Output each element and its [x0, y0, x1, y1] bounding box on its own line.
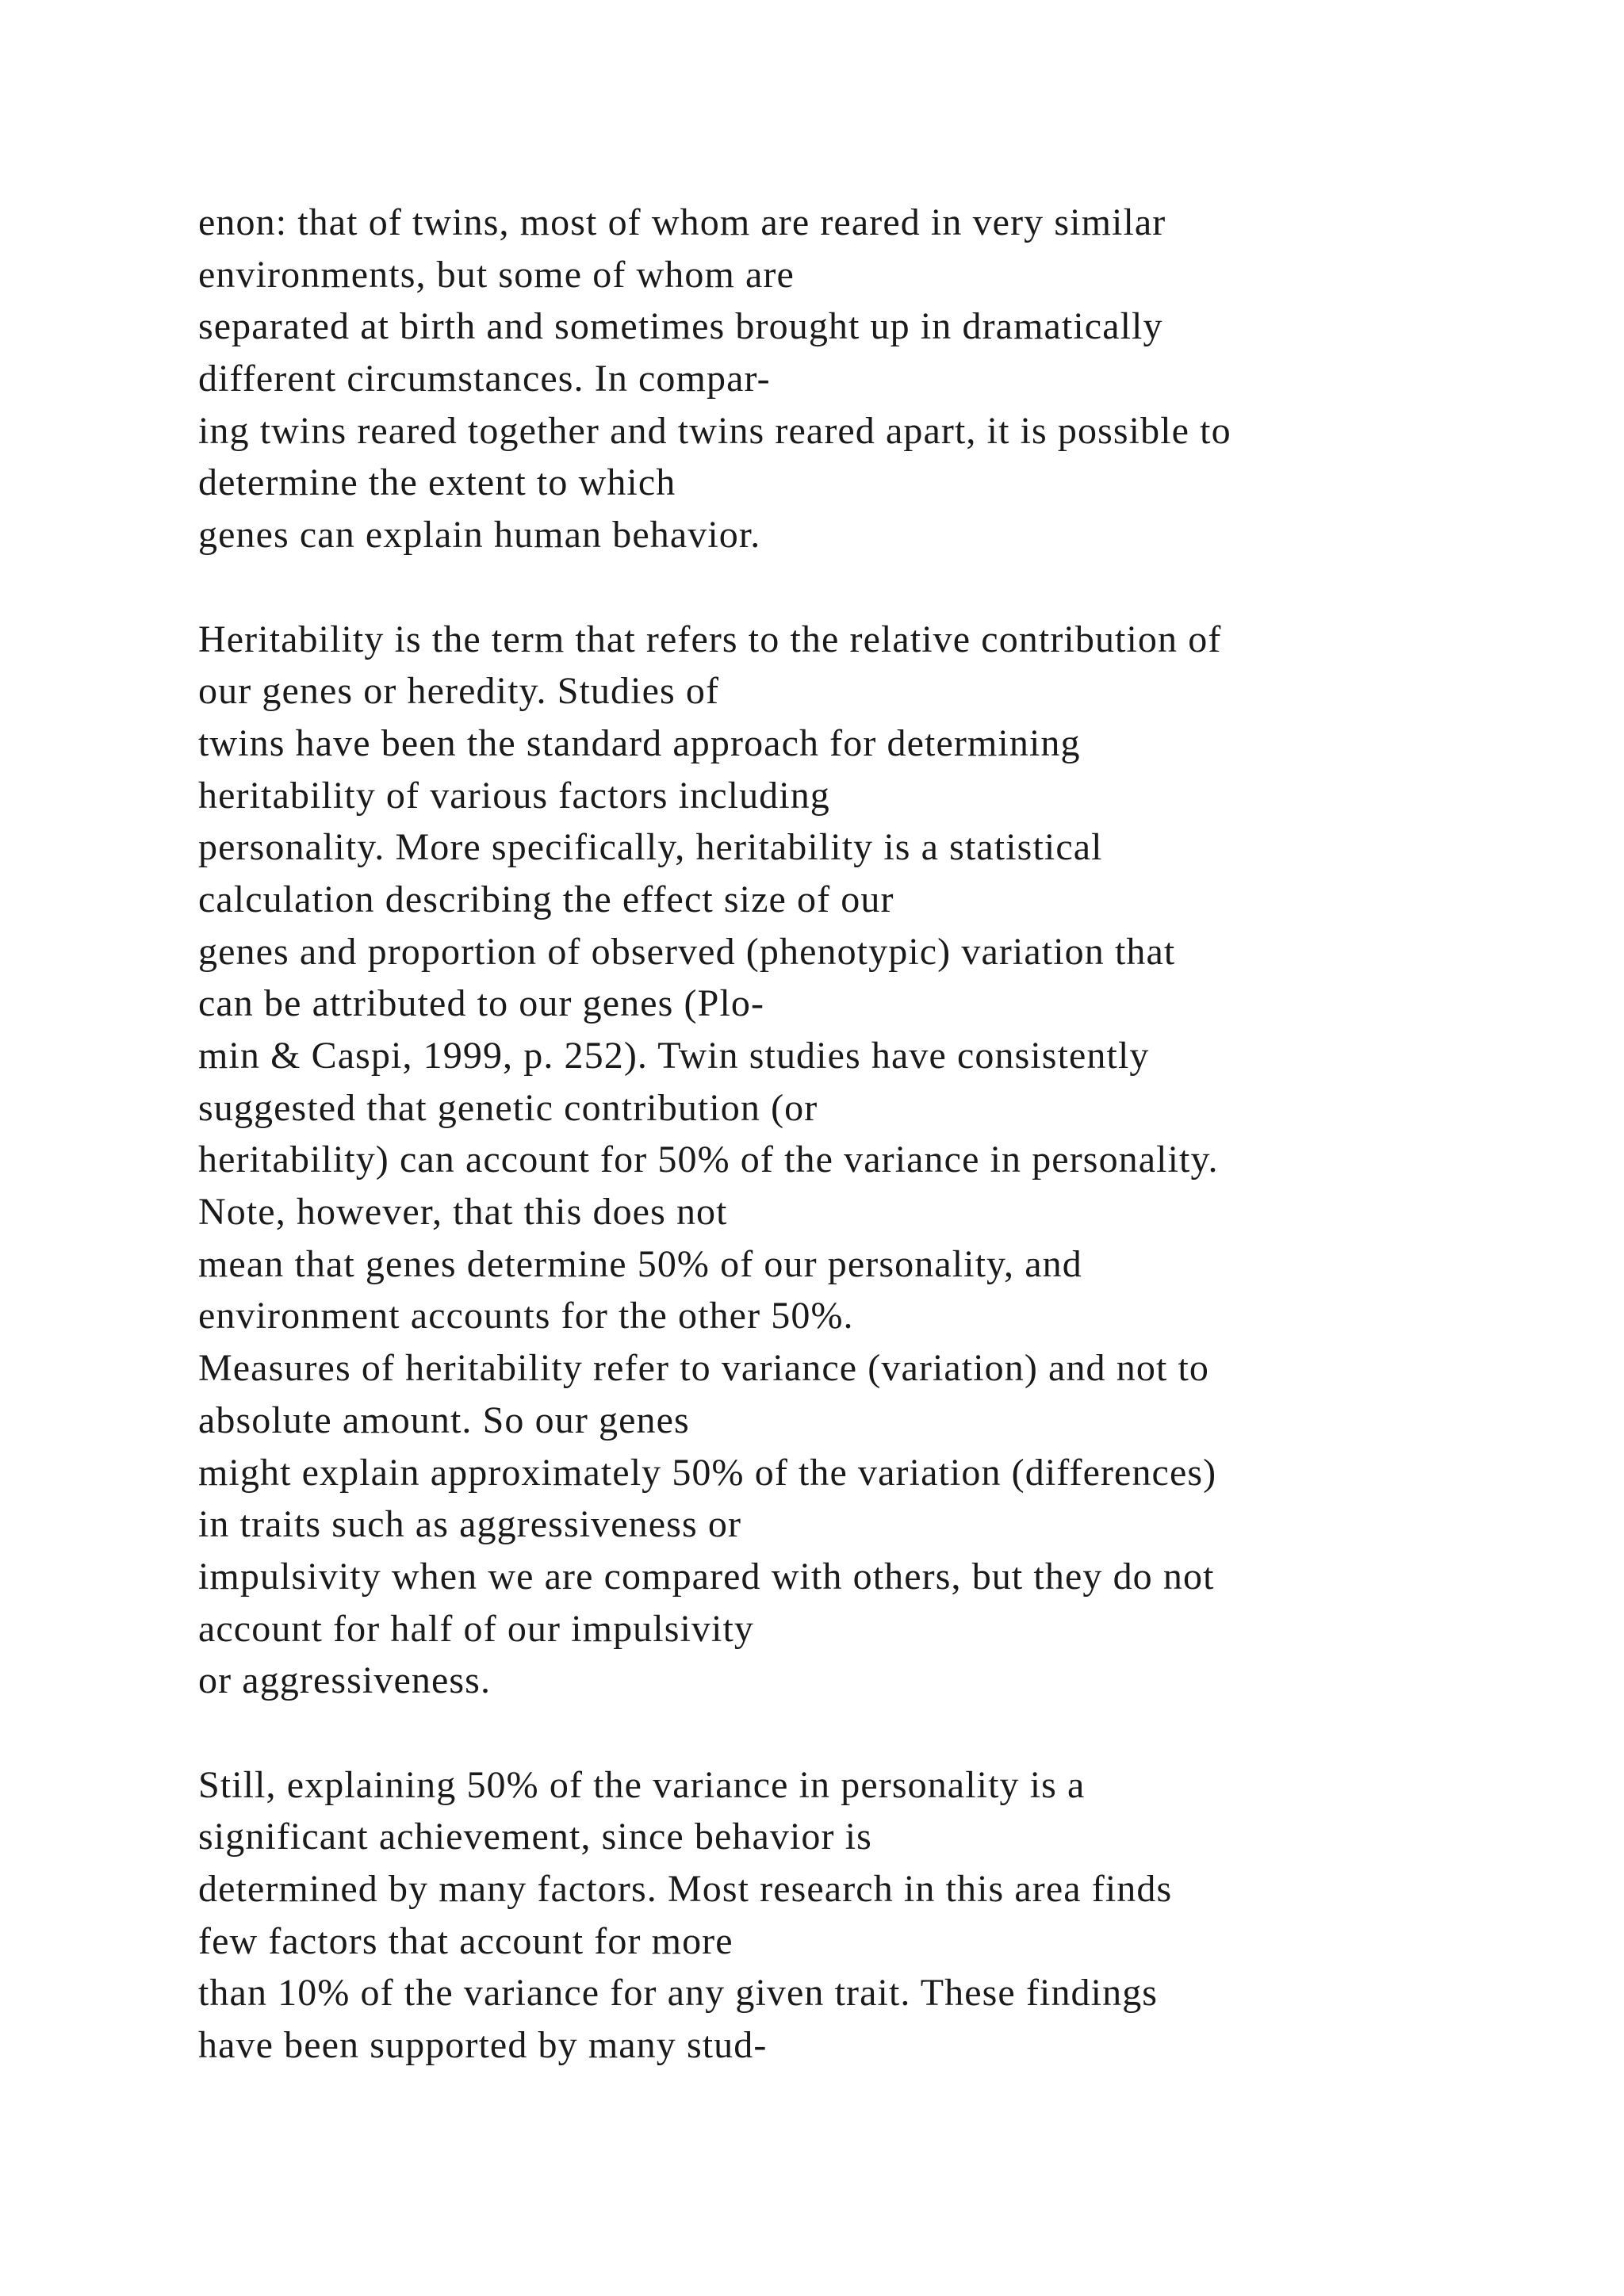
text-line: ing twins reared together and twins reared apart, it is possible to — [198, 409, 1231, 452]
text-line: account for half of our impulsivity — [198, 1607, 755, 1650]
paragraph-2 — [198, 614, 1594, 1707]
text-line: can be attributed to our genes (Plo- — [198, 982, 765, 1025]
text-line: twins have been the standard approach for determining — [198, 721, 1081, 764]
text-line: genes and proportion of observed (phenotypic) variation that — [198, 930, 1176, 973]
text-line: might explain approximately 50% of the variation (differences) — [198, 1451, 1217, 1494]
text-line: separated at birth and sometimes brought up in dramatically — [198, 305, 1163, 348]
text-line: Measures of heritability refer to variance (variation) and not to — [198, 1347, 1210, 1390]
paragraph-gap — [198, 1707, 1594, 1759]
text-line: enon: that of twins, most of whom are reared in very similar — [198, 201, 1166, 243]
text-line: mean that genes determine 50% of our personality, and — [198, 1242, 1082, 1285]
text-line: environment accounts for the other 50%. — [198, 1295, 854, 1337]
text-line: or aggressiveness. — [198, 1659, 492, 1702]
text-line: impulsivity when we are compared with others, but they do not — [198, 1555, 1215, 1598]
document-body — [198, 197, 1594, 2072]
text-line: personality. More specifically, heritability is a statistical — [198, 826, 1103, 869]
text-line: determine the extent to which — [198, 461, 676, 504]
paragraph-1 — [198, 197, 1594, 561]
text-line: than 10% of the variance for any given trait. These findings — [198, 1972, 1159, 2015]
text-line: determined by many factors. Most research in this area finds — [198, 1868, 1173, 1910]
text-line: Still, explaining 50% of the variance in personality is a — [198, 1763, 1086, 1806]
text-line: our genes or heredity. Studies of — [198, 670, 720, 713]
text-line: significant achievement, since behavior is — [198, 1816, 872, 1858]
text-line: heritability) can account for 50% of the variance in personality. — [198, 1138, 1219, 1181]
text-line: environments, but some of whom are — [198, 253, 795, 296]
text-line: different circumstances. In compar- — [198, 358, 771, 400]
text-line: suggested that genetic contribution (or — [198, 1086, 818, 1129]
text-line: Note, however, that this does not — [198, 1191, 728, 1234]
text-line: calculation describing the effect size of our — [198, 878, 894, 920]
text-line: absolute amount. So our genes — [198, 1399, 690, 1441]
text-line: heritability of various factors including — [198, 774, 830, 817]
text-line: in traits such as aggressiveness or — [198, 1503, 742, 1546]
text-line: few factors that account for more — [198, 1919, 733, 1962]
text-line: Heritability is the term that refers to the relative contribution of — [198, 618, 1222, 660]
paragraph-3 — [198, 1759, 1594, 2072]
paragraph-gap — [198, 561, 1594, 614]
text-line: min & Caspi, 1999, p. 252). Twin studies have consistently — [198, 1035, 1150, 1077]
text-line: genes can explain human behavior. — [198, 514, 761, 557]
text-line: have been supported by many stud- — [198, 2024, 768, 2067]
